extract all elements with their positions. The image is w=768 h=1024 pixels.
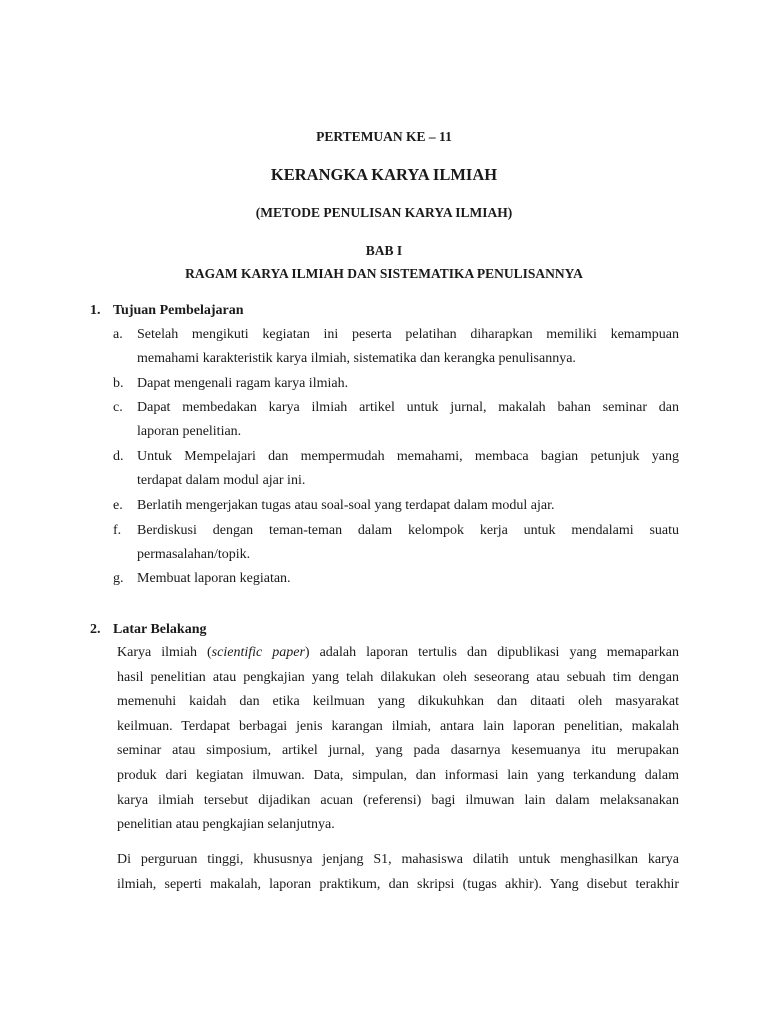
chapter-title: RAGAM KARYA ILMIAH DAN SISTEMATIKA PENULISANNYA <box>185 266 583 281</box>
paragraph-line: seminar atau simposium, artikel jurnal, yang pada dasarnya kesemuanya itu merupakan <box>117 743 679 759</box>
document-subtitle: (METODE PENULISAN KARYA ILMIAH) <box>255 205 513 220</box>
list-item <box>113 494 679 518</box>
list-item-line: Dapat mengenali ragam karya ilmiah. <box>137 376 349 391</box>
list-item <box>113 445 679 493</box>
chapter-number: BAB I <box>365 243 403 258</box>
paragraph-line: produk dari kegiatan ilmuwan. Data, simpulan, dan informasi lain yang terkandung dalam <box>117 767 679 783</box>
paragraph-line: ilmiah, seperti makalah, laporan praktikum, dan skripsi (tugas akhir). Yang disebut terakhir <box>117 876 679 892</box>
list-item <box>113 567 679 591</box>
list-item-line: terdapat dalam modul ajar ini. <box>137 473 306 488</box>
list-item-line: Berlatih mengerjakan tugas atau soal-soal yang terdapat dalam modul ajar. <box>137 498 555 513</box>
paragraph-line: penelitian atau pengkajian selanjutnya. <box>117 817 335 833</box>
list-marker: b. <box>113 376 124 391</box>
document-title: KERANGKA KARYA ILMIAH <box>270 165 498 184</box>
list-item-line: Untuk Mempelajari dan mempermudah memahami, membaca bagian petunjuk yang <box>137 449 679 464</box>
paragraph-line: keilmuan. Terdapat berbagai jenis karangan ilmiah, antara lain laporan penelitian, makalah <box>117 718 679 734</box>
list-item-line: Setelah mengikuti kegiatan ini peserta pelatihan diharapkan memiliki kemampuan <box>137 327 679 342</box>
list-marker: d. <box>113 449 124 464</box>
list-item <box>113 323 679 371</box>
italic-term: scientific paper <box>211 645 305 660</box>
list-item <box>113 372 679 396</box>
list-item <box>113 519 679 567</box>
paragraph-line: memenuhi kaidah dan etika keilmuan yang dikukuhkan dan ditaati oleh masyarakat <box>117 694 679 710</box>
list-marker: a. <box>113 327 123 342</box>
section-1-number: 1. <box>90 303 101 318</box>
paragraph <box>117 848 679 897</box>
list-marker: f. <box>113 523 122 538</box>
meeting-heading: PERTEMUAN KE – 11 <box>316 129 452 144</box>
paragraph-line: hasil penelitian atau pengkajian yang telah dilakukan oleh seseorang atau sebuah tim dengan <box>117 669 679 685</box>
section-2-number: 2. <box>90 622 101 637</box>
list-item-line: Dapat membedakan karya ilmiah artikel untuk jurnal, makalah bahan seminar dan <box>137 400 679 415</box>
paragraph-line: Di perguruan tinggi, khususnya jenjang S1, mahasiswa dilatih untuk menghasilkan karya <box>117 852 679 867</box>
paragraph-line: karya ilmiah tersebut dijadikan acuan (referensi) bagi ilmuwan lain dalam melaksanakan <box>117 792 679 808</box>
list-item-line: Membuat laporan kegiatan. <box>137 571 291 586</box>
list-marker: g. <box>113 571 124 586</box>
list-marker: e. <box>113 498 123 513</box>
list-marker: c. <box>113 400 123 415</box>
list-item-line: memahami karakteristik karya ilmiah, sistematika dan kerangka penulisannya. <box>137 351 576 366</box>
list-item-line: permasalahan/topik. <box>137 547 251 562</box>
section-1-title: Tujuan Pembelajaran <box>113 303 244 318</box>
list-item-line: Berdiskusi dengan teman-teman dalam kelompok kerja untuk mendalami suatu <box>137 523 679 538</box>
paragraph <box>117 641 679 838</box>
paragraph-line: Karya ilmiah (scientific paper) adalah laporan tertulis dan dipublikasi yang memaparkan <box>117 645 679 660</box>
list-item-line: laporan penelitian. <box>137 424 242 439</box>
section-2-title: Latar Belakang <box>113 622 207 637</box>
list-item <box>113 396 679 444</box>
